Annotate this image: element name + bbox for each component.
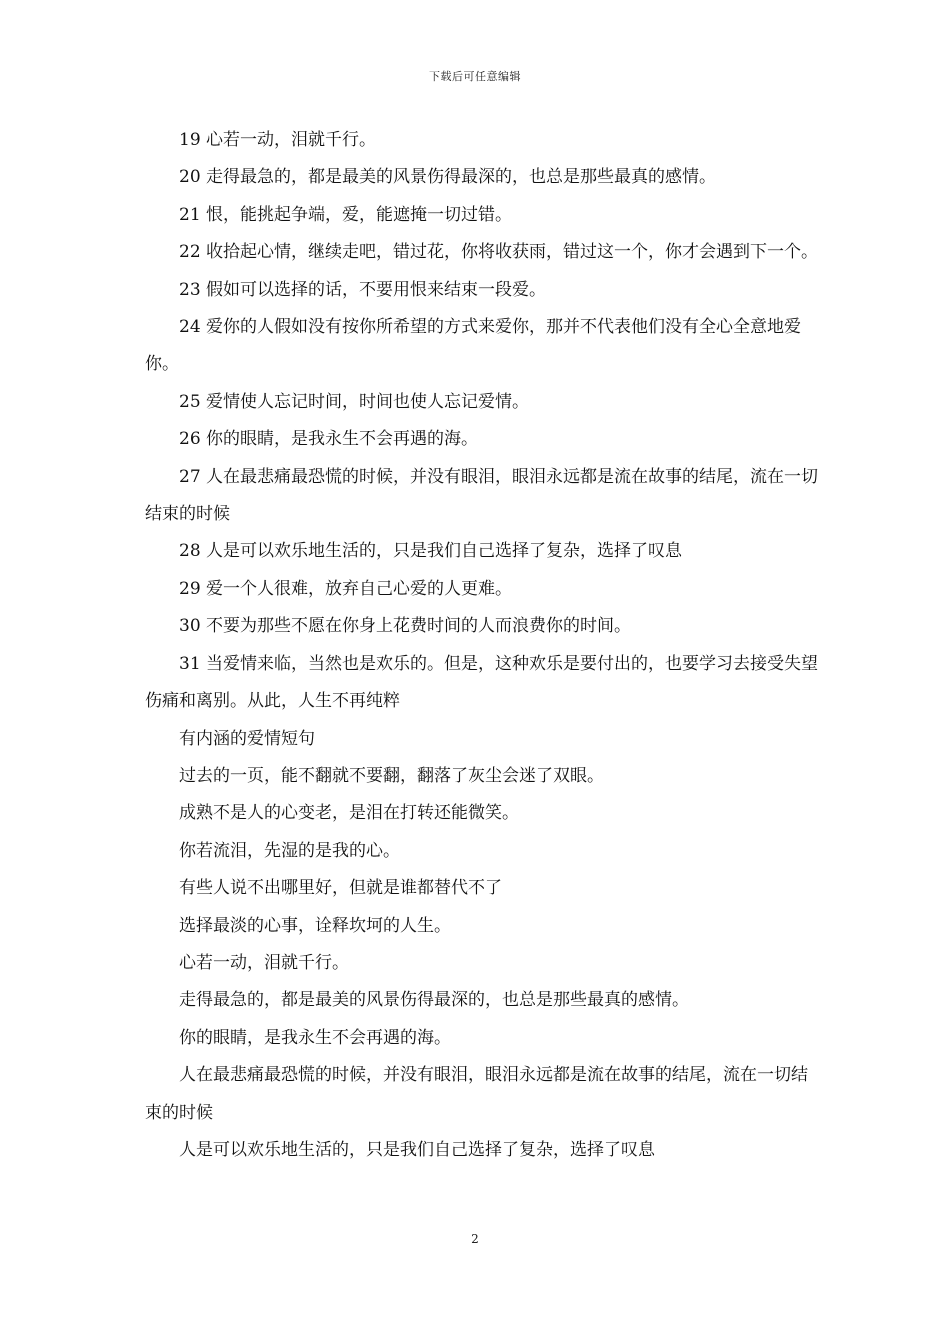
paragraph: 21 恨，能挑起争端，爱，能遮掩一切过错。 <box>179 204 513 225</box>
paragraph: 你若流泪，先湿的是我的心。 <box>179 840 400 861</box>
paragraph: 人在最悲痛最恐慌的时候，并没有眼泪，眼泪永远都是流在故事的结尾，流在一切结束的时候 <box>145 1065 808 1123</box>
section-heading: 有内涵的爱情短句 <box>179 728 315 749</box>
paragraph: 走得最急的，都是最美的风景伤得最深的，也总是那些最真的感情。 <box>179 990 689 1011</box>
paragraph: 23 假如可以选择的话，不要用恨来结束一段爱。 <box>179 279 547 300</box>
paragraph: 有些人说不出哪里好，但就是谁都替代不了 <box>179 878 502 899</box>
paragraph: 过去的一页，能不翻就不要翻，翻落了灰尘会迷了双眼。 <box>179 765 604 786</box>
document-body <box>145 122 820 1169</box>
page-number: 2 <box>471 1232 479 1246</box>
paragraph: 30 不要为那些不愿在你身上花费时间的人而浪费你的时间。 <box>179 616 632 637</box>
paragraph: 31 当爱情来临，当然也是欢乐的。但是，这种欢乐是要付出的，也要学习去接受失望伤痛和离别。从此，人生不再纯粹 <box>145 653 819 712</box>
paragraph: 27 人在最悲痛最恐慌的时候，并没有眼泪，眼泪永远都是流在故事的结尾，流在一切结束的时候 <box>145 466 819 525</box>
paragraph: 选择最淡的心事，诠释坎坷的人生。 <box>179 915 451 936</box>
paragraph: 25 爱情使人忘记时间，时间也使人忘记爱情。 <box>179 391 530 412</box>
paragraph: 24 爱你的人假如没有按你所希望的方式来爱你，那并不代表他们没有全心全意地爱你。 <box>145 317 802 375</box>
paragraph: 心若一动，泪就千行。 <box>179 952 349 973</box>
paragraph: 人是可以欢乐地生活的，只是我们自己选择了复杂，选择了叹息 <box>179 1139 655 1160</box>
paragraph: 20 走得最急的，都是最美的风景伤得最深的，也总是那些最真的感情。 <box>179 167 717 188</box>
paragraph: 成熟不是人的心变老，是泪在打转还能微笑。 <box>179 803 519 824</box>
paragraph: 22 收拾起心情，继续走吧，错过花，你将收获雨，错过这一个，你才会遇到下一个。 <box>179 242 819 263</box>
page-header: 下载后可任意编辑 <box>429 70 521 83</box>
paragraph: 19 心若一动，泪就千行。 <box>179 130 377 150</box>
paragraph: 28 人是可以欢乐地生活的，只是我们自己选择了复杂，选择了叹息 <box>179 541 683 562</box>
paragraph: 26 你的眼睛，是我永生不会再遇的海。 <box>179 429 479 450</box>
paragraph: 29 爱一个人很难，放弃自己心爱的人更难。 <box>179 578 513 599</box>
paragraph: 你的眼睛，是我永生不会再遇的海。 <box>179 1027 451 1048</box>
